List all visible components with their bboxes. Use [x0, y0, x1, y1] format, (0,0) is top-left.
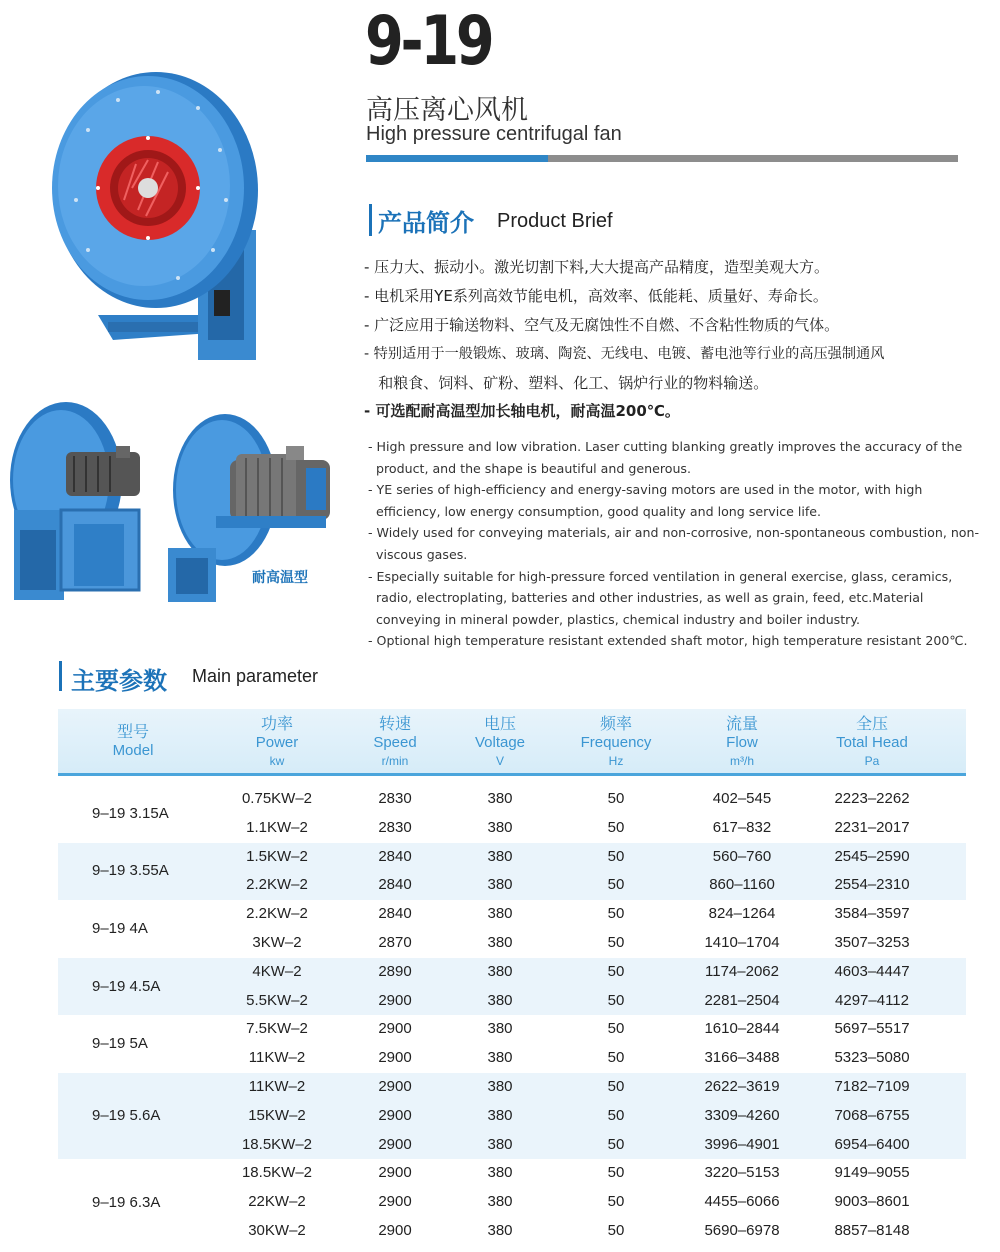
table-cell: 6954–6400 [834, 1135, 910, 1153]
model-group [58, 843, 966, 901]
column-header-en: Voltage [474, 734, 526, 751]
table-row [58, 1102, 966, 1131]
column-header [73, 724, 193, 760]
model-group [58, 785, 966, 843]
table-cell: 2.2KW–2 [246, 905, 308, 923]
table-cell: 50 [607, 876, 625, 894]
table-row [58, 1159, 966, 1188]
column-header [345, 716, 445, 770]
model-cell: 9–19 4A [92, 919, 148, 937]
table-cell: 50 [607, 991, 625, 1009]
table-cell: 380 [487, 1077, 513, 1095]
model-group [58, 958, 966, 1016]
table-cell: 3166–3488 [704, 1049, 780, 1067]
main-fan-image [48, 60, 268, 362]
table-cell: 2830 [378, 818, 412, 836]
table-row [58, 1015, 966, 1044]
table-row [58, 1073, 966, 1102]
table-body [58, 785, 966, 1246]
fan-with-motor-image [6, 400, 146, 608]
table-cell: 2900 [378, 1135, 412, 1153]
table-cell: 2900 [378, 1077, 412, 1095]
brief-en-item: - Widely used for conveying materials, air and non-corrosive, non-spontaneous combustion, non-viscous gases. [368, 525, 980, 562]
table-row [58, 1188, 966, 1217]
model-group [58, 1073, 966, 1159]
column-header [672, 716, 812, 770]
high-temp-label: 耐高温型 [252, 570, 308, 586]
table-row [58, 1217, 966, 1246]
column-header-unit: Hz [608, 754, 624, 768]
brief-en-item: - High pressure and low vibration. Laser cutting blanking greatly improves the accuracy of the product, and the shape is beautiful and generous. [368, 439, 963, 476]
column-header-unit: kw [269, 754, 285, 768]
table-cell: 2870 [378, 933, 412, 951]
table-row [58, 1044, 966, 1073]
table-cell: 5323–5080 [834, 1049, 910, 1067]
table-cell: 380 [487, 876, 513, 894]
table-cell: 3507–3253 [834, 933, 910, 951]
table-cell: 2.2KW–2 [246, 876, 308, 894]
table-cell: 380 [487, 790, 513, 807]
table-cell: 380 [487, 1193, 513, 1211]
column-header-cn: 全压 [855, 716, 888, 733]
table-cell: 380 [487, 818, 513, 836]
brief-en-item: - YE series of high-efficiency and energy-saving motors are used in the motor, with high efficiency, low energy consumption, good quality and long service life. [368, 482, 923, 519]
table-cell: 8857–8148 [834, 1221, 910, 1239]
column-header [455, 716, 545, 770]
table-cell: 380 [487, 991, 513, 1009]
table-row [58, 900, 966, 929]
table-cell: 2231–2017 [834, 818, 910, 836]
model-group [58, 1015, 966, 1073]
table-cell: 1.5KW–2 [246, 847, 308, 865]
model-cell: 9–19 5.6A [92, 1107, 161, 1125]
column-header-cn: 频率 [599, 716, 632, 733]
parameter-table [58, 709, 966, 1246]
table-cell: 380 [487, 1135, 513, 1153]
table-cell: 5.5KW–2 [246, 991, 308, 1009]
model-cell: 9–19 3.55A [92, 862, 169, 880]
column-header-cn: 流量 [725, 716, 758, 733]
table-cell: 2900 [378, 1193, 412, 1211]
brief-en-list [368, 436, 980, 652]
table-cell: 2840 [378, 847, 412, 865]
product-title-cn: 高压离心风机 [366, 95, 528, 126]
table-cell: 50 [607, 1135, 625, 1153]
table-cell: 2840 [378, 905, 412, 923]
table-cell: 11KW–2 [248, 1049, 306, 1067]
brief-heading-bar [369, 204, 372, 236]
table-cell: 1610–2844 [704, 1020, 780, 1038]
table-cell: 50 [607, 790, 625, 807]
table-cell: 860–1160 [709, 876, 775, 894]
column-header [217, 716, 337, 770]
table-cell: 9149–9055 [834, 1164, 910, 1182]
table-cell: 11KW–2 [248, 1077, 306, 1095]
table-cell: 380 [487, 1020, 513, 1038]
column-header-cn: 功率 [260, 716, 293, 733]
table-cell: 2900 [378, 1049, 412, 1067]
column-header-cn: 电压 [483, 716, 516, 733]
model-cell: 9–19 6.3A [92, 1193, 161, 1211]
table-cell: 5697–5517 [834, 1020, 910, 1038]
table-row [58, 785, 966, 814]
brief-heading-cn: 产品简介 [378, 209, 474, 237]
column-header [807, 716, 937, 770]
column-header-en: Total Head [836, 734, 908, 751]
table-cell: 3996–4901 [704, 1135, 780, 1153]
column-header-unit: Pa [864, 754, 880, 768]
table-cell: 2900 [378, 991, 412, 1009]
table-cell: 3KW–2 [252, 933, 302, 951]
model-group [58, 1159, 966, 1245]
brief-cn-line-bold: - 可选配耐高温型加长轴电机，耐高温200℃。 [364, 402, 680, 420]
model-title: 9-19 [365, 2, 492, 81]
table-cell: 50 [607, 1020, 625, 1038]
table-cell: 2554–2310 [834, 876, 910, 894]
table-cell: 4297–4112 [835, 991, 909, 1009]
brief-cn-line: - 压力大、振动小。激光切割下料,大大提高产品精度，造型美观大方。 [364, 258, 829, 276]
table-cell: 2900 [378, 1106, 412, 1124]
column-header [556, 716, 676, 770]
table-cell: 18.5KW–2 [241, 1135, 313, 1153]
table-row [58, 958, 966, 987]
table-row [58, 1131, 966, 1160]
table-cell: 824–1264 [708, 905, 776, 923]
table-cell: 0.75KW–2 [241, 790, 313, 807]
column-header-cn: 型号 [116, 724, 149, 741]
brief-en-item: - Especially suitable for high-pressure forced ventilation in general exercise, glass, ceramics, radio, electroplating, batteries and other industries, as well as grain, feed, etc.Material conveying in mineral powder, plastics, chemical industry and boiler industry. [368, 568, 953, 627]
table-cell: 50 [607, 962, 625, 980]
table-cell: 50 [607, 1164, 625, 1182]
params-heading-cn: 主要参数 [71, 667, 167, 695]
column-header-en: Flow [726, 734, 758, 751]
table-cell: 2830 [378, 790, 412, 807]
table-cell: 2622–3619 [704, 1077, 780, 1095]
model-cell: 9–19 5A [92, 1035, 148, 1053]
table-cell: 2900 [378, 1221, 412, 1239]
table-cell: 380 [487, 1106, 513, 1124]
table-cell: 22KW–2 [248, 1193, 306, 1211]
title-underline [366, 155, 958, 162]
params-heading-en: Main parameter [192, 666, 319, 686]
table-cell: 2281–2504 [704, 991, 780, 1009]
table-cell: 50 [607, 1049, 625, 1067]
table-cell: 380 [487, 1049, 513, 1067]
table-cell: 7182–7109 [834, 1077, 910, 1095]
table-cell: 2223–2262 [834, 790, 910, 807]
column-header-unit: r/min [381, 754, 409, 768]
table-cell: 380 [487, 847, 513, 865]
product-title-en: High pressure centrifugal fan [366, 123, 622, 145]
table-cell: 50 [607, 1193, 625, 1211]
table-cell: 5690–6978 [704, 1221, 780, 1239]
high-temp-fan-image [160, 410, 340, 610]
table-cell: 380 [487, 1221, 513, 1239]
column-header-unit: m³/h [730, 754, 754, 768]
table-cell: 1.1KW–2 [246, 818, 308, 836]
table-cell: 50 [607, 905, 625, 923]
table-cell: 4KW–2 [252, 962, 302, 980]
table-cell: 18.5KW–2 [241, 1164, 313, 1182]
table-header [58, 709, 966, 776]
model-cell: 9–19 4.5A [92, 977, 161, 995]
table-cell: 2840 [378, 876, 412, 894]
column-header-en: Speed [373, 734, 417, 751]
table-cell: 7.5KW–2 [246, 1020, 308, 1038]
table-cell: 2545–2590 [834, 847, 910, 865]
table-cell: 402–545 [712, 790, 772, 807]
table-cell: 3309–4260 [704, 1106, 780, 1124]
table-cell: 3220–5153 [704, 1164, 780, 1182]
table-cell: 50 [607, 818, 625, 836]
table-cell: 50 [607, 1106, 625, 1124]
column-header-en: Power [255, 734, 299, 751]
table-cell: 50 [607, 933, 625, 951]
table-row [58, 929, 966, 958]
table-cell: 380 [487, 933, 513, 951]
table-cell: 50 [607, 847, 625, 865]
table-cell: 380 [487, 905, 513, 923]
table-cell: 4603–4447 [834, 962, 910, 980]
table-row [58, 987, 966, 1016]
brief-cn-line: - 电机采用YE系列高效节能电机，高效率、低能耗、质量好、寿命长。 [364, 287, 828, 305]
table-cell: 4455–6066 [704, 1193, 780, 1211]
table-cell: 50 [607, 1221, 625, 1239]
table-cell: 2900 [378, 1164, 412, 1182]
table-cell: 9003–8601 [834, 1193, 910, 1211]
table-cell: 1410–1704 [704, 933, 780, 951]
table-cell: 7068–6755 [834, 1106, 910, 1124]
brief-cn-line: 和粮食、饲料、矿粉、塑料、化工、锅炉行业的物料输送。 [364, 374, 769, 392]
table-cell: 380 [487, 962, 513, 980]
table-cell: 3584–3597 [834, 905, 910, 923]
table-cell: 2890 [378, 962, 412, 980]
brief-heading-en: Product Brief [497, 210, 613, 232]
params-heading-bar [59, 661, 62, 691]
brief-en-item: - Optional high temperature resistant extended shaft motor, high temperature resistant 200℃. [368, 633, 968, 649]
table-cell: 30KW–2 [248, 1221, 306, 1239]
table-row [58, 843, 966, 872]
column-header-cn: 转速 [378, 716, 411, 733]
brief-cn-line: - 广泛应用于输送物料、空气及无腐蚀性不自燃、不含粘性物质的气体。 [364, 316, 840, 334]
table-cell: 560–760 [712, 847, 772, 865]
table-cell: 15KW–2 [248, 1106, 306, 1124]
table-row [58, 814, 966, 843]
table-cell: 617–832 [712, 818, 772, 836]
table-cell: 2900 [378, 1020, 412, 1038]
brief-cn-line: - 特别适用于一般锻炼、玻璃、陶瓷、无线电、电镀、蓄电池等行业的高压强制通风 [364, 346, 885, 362]
table-cell: 1174–2062 [705, 962, 779, 980]
column-header-en: Model [112, 742, 154, 759]
table-cell: 50 [607, 1077, 625, 1095]
table-row [58, 871, 966, 900]
model-group [58, 900, 966, 958]
column-header-en: Frequency [580, 734, 652, 751]
table-cell: 380 [487, 1164, 513, 1182]
column-header-unit: V [495, 754, 504, 768]
model-cell: 9–19 3.15A [92, 804, 169, 822]
